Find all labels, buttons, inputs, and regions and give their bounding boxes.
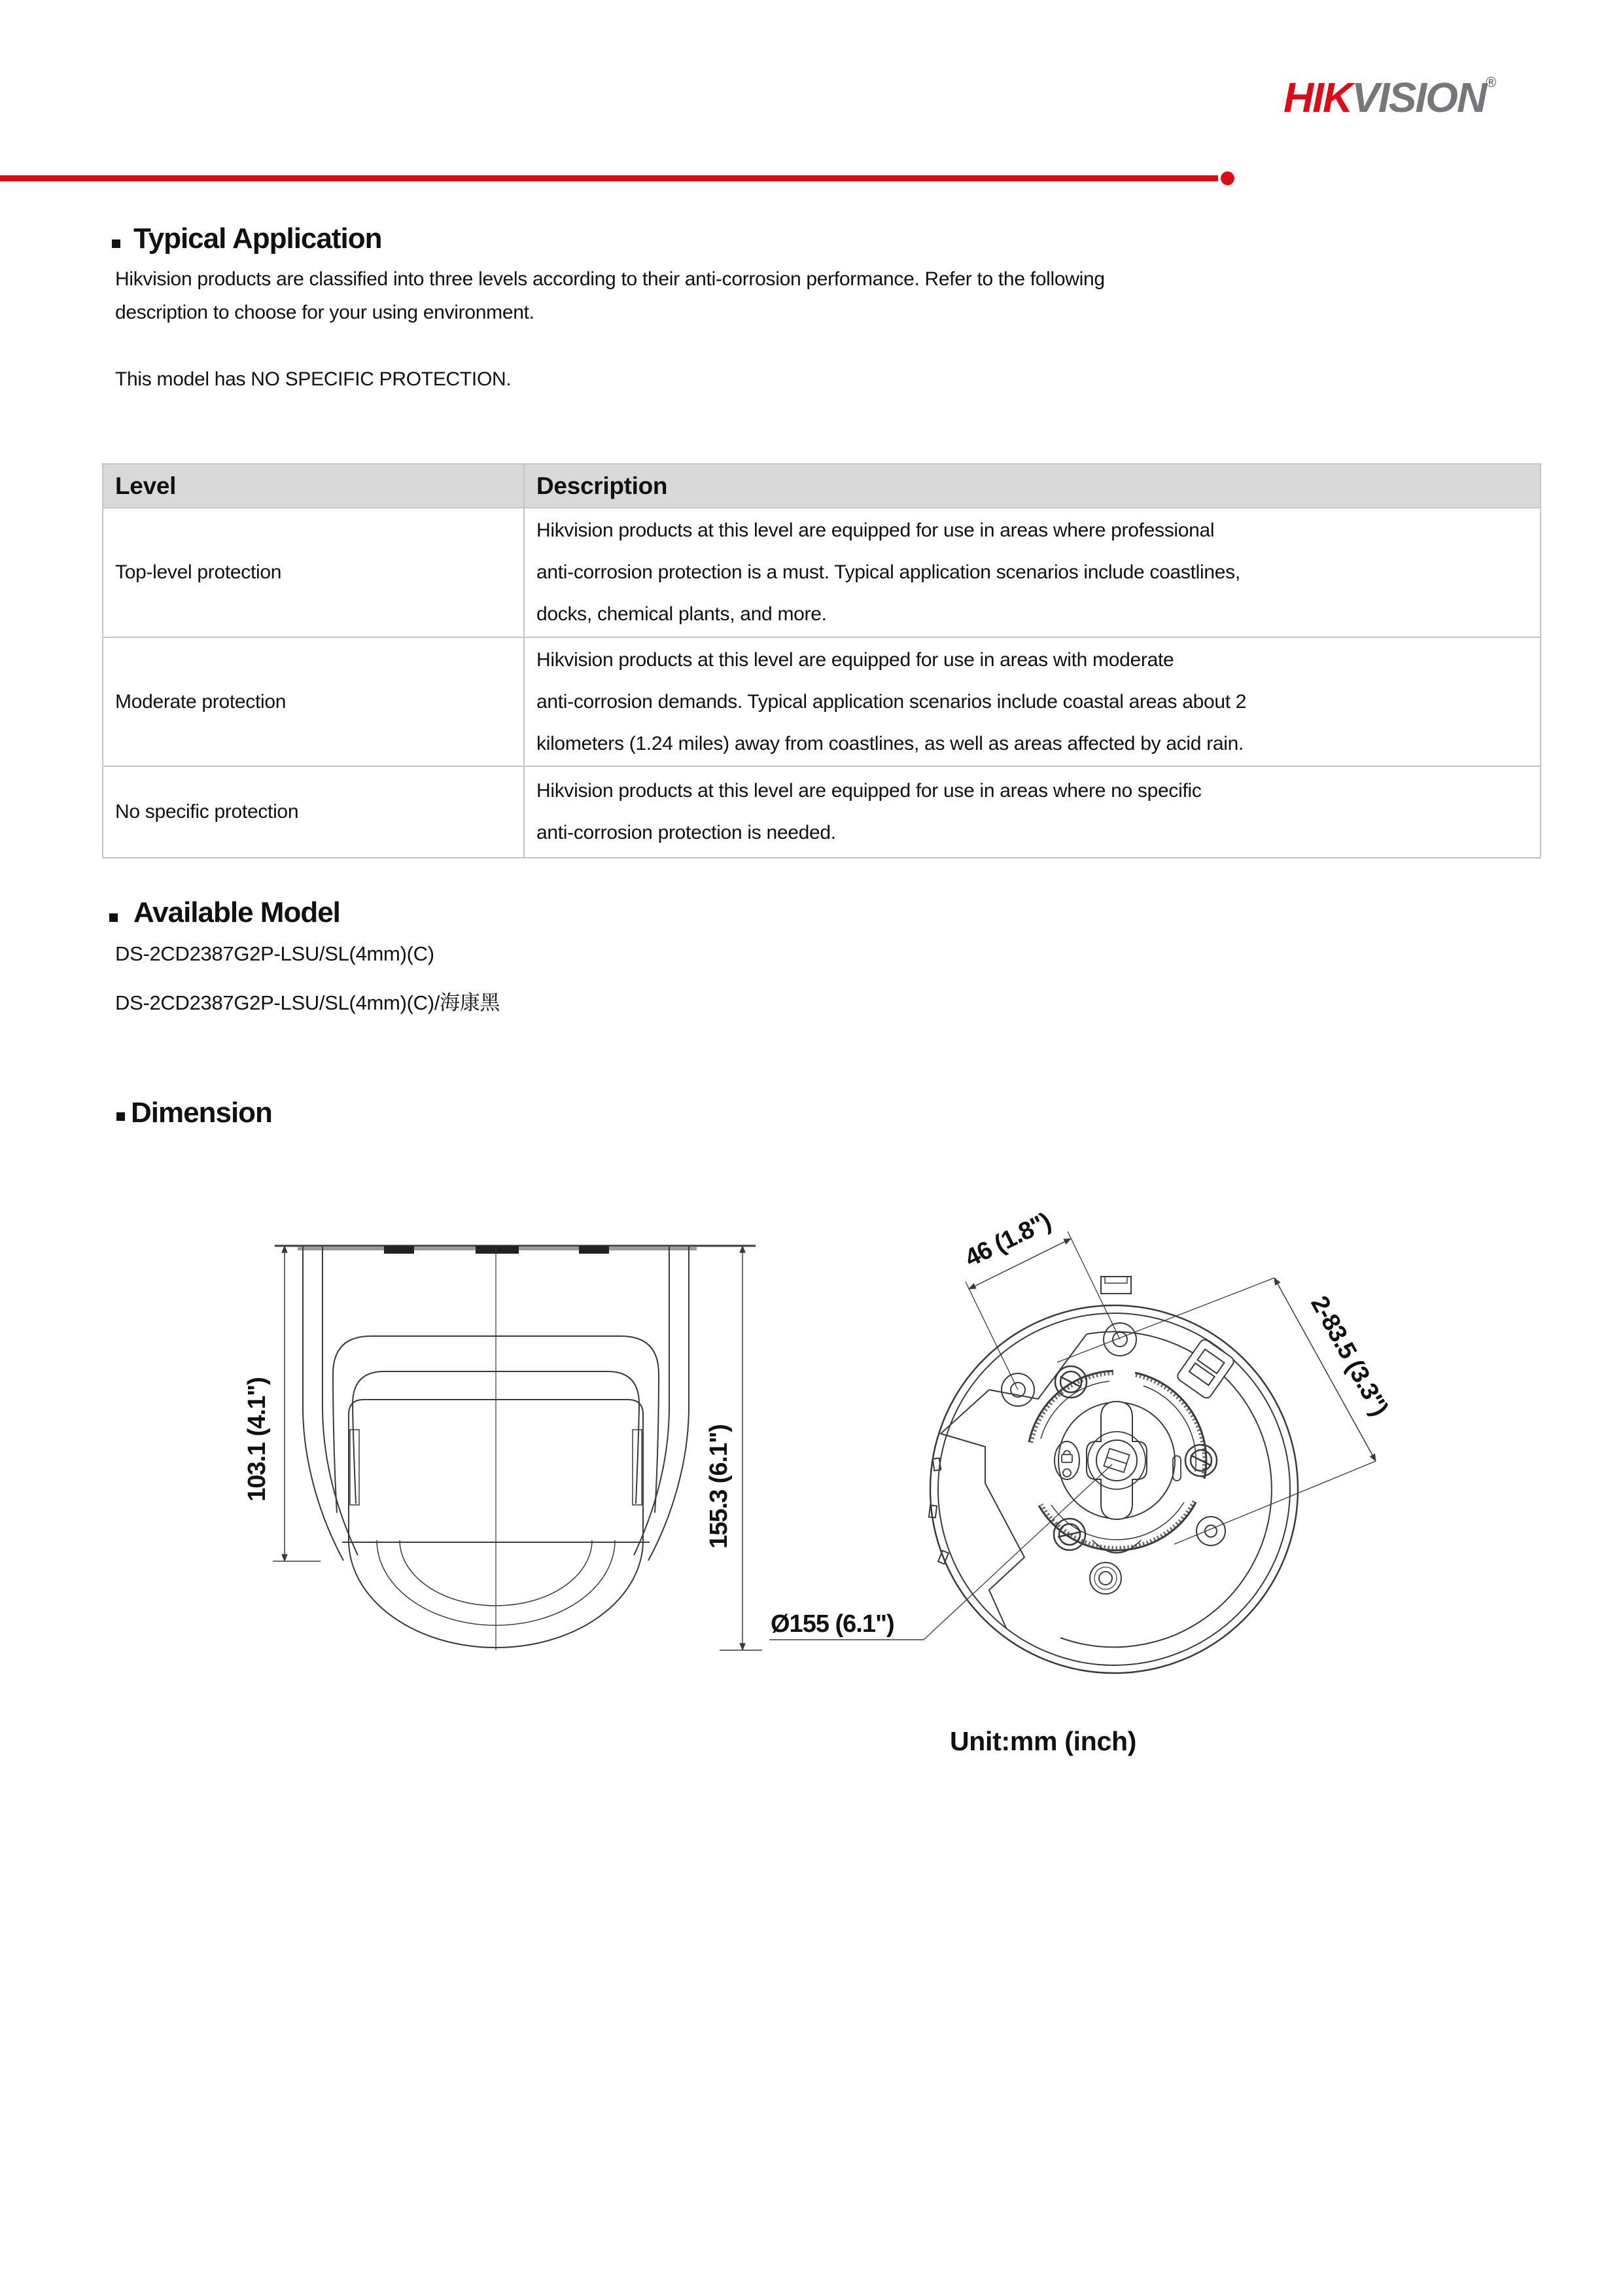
section-bullet-available-model <box>109 913 118 922</box>
column-header-description: Description <box>536 472 668 499</box>
table-row <box>103 507 1540 637</box>
section-title-typical-application: Typical Application <box>133 222 382 255</box>
table-header-row <box>103 465 1540 507</box>
protection-level-table <box>102 463 1541 858</box>
registered-mark: ® <box>1486 74 1497 90</box>
model-number-1: DS-2CD2387G2P-LSU/SL(4mm)(C) <box>115 942 434 965</box>
table-row <box>103 637 1540 766</box>
dim-label-mount-holes: 2-83.5 (3.3") <box>1305 1291 1393 1421</box>
side-view-linework <box>273 1246 762 1650</box>
model-number-2: DS-2CD2387G2P-LSU/SL(4mm)(C)/海康黑 <box>115 991 500 1014</box>
dim-label-total-height: 155.3 (6.1") <box>705 1424 733 1549</box>
level-cell: No specific protection <box>103 767 525 857</box>
dim-label-diameter: Ø155 (6.1") <box>771 1610 894 1638</box>
logo-vision-text: VISION <box>1352 74 1486 121</box>
logo-hik-text: HIK <box>1283 74 1352 121</box>
unit-note: Unit:mm (inch) <box>950 1726 1137 1756</box>
table-row <box>103 766 1540 857</box>
section-bullet-dimension <box>116 1112 125 1121</box>
section-title-dimension: Dimension <box>131 1097 272 1129</box>
dim-label-body-height: 103.1 (4.1") <box>243 1377 271 1502</box>
intro-line-1: Hikvision products are classified into three levels according to their anti-corrosion performance. Refer to the following <box>115 268 1105 290</box>
description-cell: Hikvision products at this level are equipped for use in areas where no specific anti-corrosion protection is needed. <box>536 780 1202 843</box>
intro-line-2: description to choose for your using environment. <box>115 302 534 323</box>
bottom-view-linework <box>769 1231 1376 1673</box>
header-rule-dot <box>1221 171 1234 185</box>
camera-side-view-drawing <box>239 1204 801 1662</box>
level-cell: Moderate protection <box>103 638 525 766</box>
description-cell: Hikvision products at this level are equipped for use in areas with moderate anti-corrosion demands. Typical application scenarios include coastal areas about 2 kilometers (1.24 miles) away from coastlines, as well as areas affected by acid rain. <box>536 648 1247 754</box>
level-cell: Top-level protection <box>103 508 525 637</box>
header-rule <box>0 175 1218 181</box>
column-header-level: Level <box>103 465 525 507</box>
camera-bottom-view-drawing <box>746 1191 1478 1701</box>
dim-label-hole-spacing: 46 (1.8") <box>960 1207 1055 1273</box>
description-cell: Hikvision products at this level are equipped for use in areas where professional anti-corrosion protection is a must. Typical application scenarios include coastlines, docks, chemical plants, and more. <box>536 520 1240 625</box>
protection-note: This model has NO SPECIFIC PROTECTION. <box>115 368 512 390</box>
hikvision-logo <box>1283 73 1496 122</box>
section-bullet-typical-application <box>112 239 120 248</box>
section-title-available-model: Available Model <box>133 896 340 928</box>
